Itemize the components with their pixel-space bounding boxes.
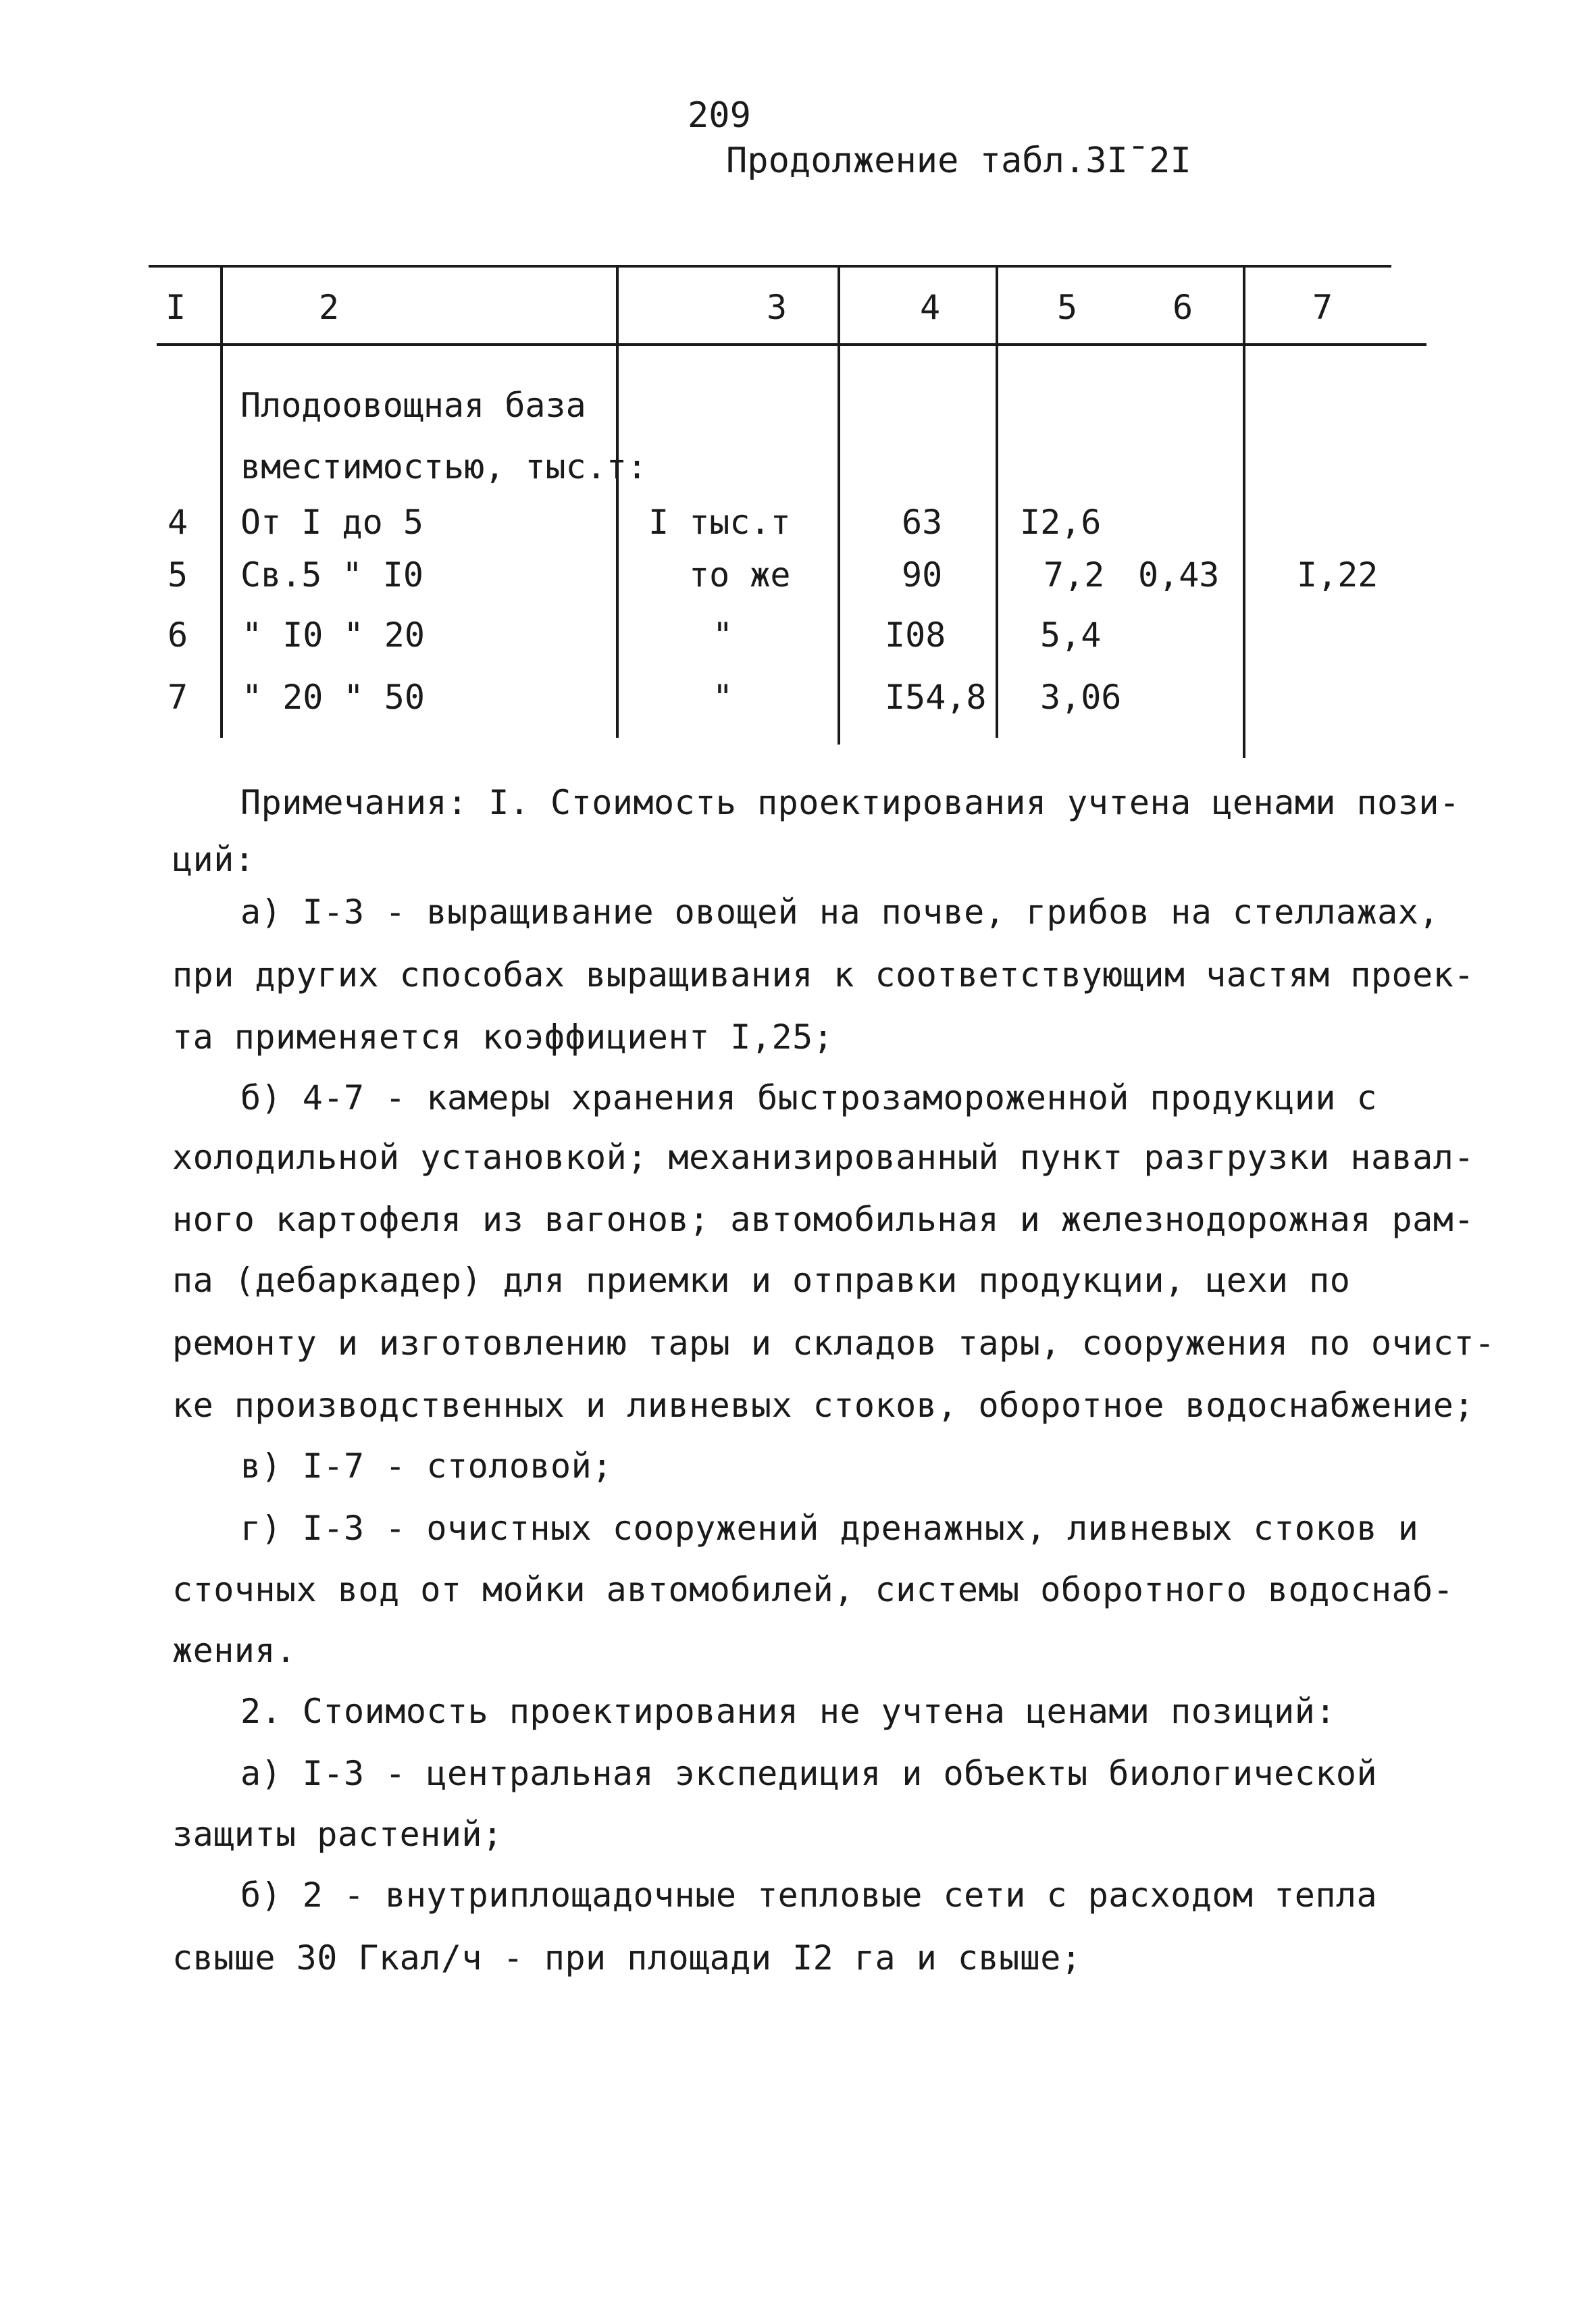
note-line: при других способах выращивания к соответствующим частям проек-: [172, 955, 1474, 995]
table-group-title: Плодоовощная база: [240, 386, 586, 425]
table-col-divider: [616, 265, 619, 738]
page-number: 209: [688, 95, 751, 136]
table-header-cell: 4: [920, 288, 941, 327]
table-cell-name: Св.5 " I0: [240, 555, 423, 595]
note-line: а) I-3 - центральная экспедиция и объекты биологической: [240, 1754, 1378, 1793]
note-line: холодильной установкой; механизированный пункт разгрузки навал-: [172, 1138, 1474, 1177]
table-cell-value: I2,6: [1020, 503, 1102, 542]
table-header-cell: 7: [1312, 288, 1333, 327]
note-line: 2. Стоимость проектирования не учтена ценами позиций:: [240, 1692, 1336, 1731]
table-header-cell: 3: [767, 288, 788, 327]
table-cell-value: 5,4: [1040, 615, 1102, 655]
table-group-title: вместимостью, тыс.т:: [240, 447, 648, 486]
table-cell-unit: ": [713, 678, 733, 717]
note-line: ке производственных и ливневых стоков, оборотное водоснабжение;: [172, 1386, 1474, 1425]
table-col-divider: [996, 265, 998, 738]
note-line: б) 2 - внутриплощадочные тепловые сети с расходом тепла: [240, 1876, 1378, 1915]
table-cell-number: 4: [168, 503, 188, 542]
table-header-cell: 6: [1173, 288, 1193, 327]
table-top-rule: [149, 265, 1391, 268]
table-cell-value: 3,06: [1040, 678, 1122, 717]
table-cell-name: " 20 " 50: [242, 678, 425, 717]
table-cell-unit: то же: [689, 555, 791, 595]
note-line: ного картофеля из вагонов; автомобильная и железнодорожная рам-: [172, 1200, 1474, 1239]
table-cell-value: 0,43: [1138, 555, 1220, 595]
table-cell-number: 6: [168, 615, 188, 655]
table-cell-value: 7,2: [1044, 555, 1105, 595]
table-cell-value: I,22: [1297, 555, 1379, 595]
table-cell-name: От I до 5: [240, 503, 423, 542]
table-cell-number: 7: [168, 678, 188, 717]
table-col-divider: [220, 265, 223, 738]
note-line: в) I-7 - столовой;: [240, 1447, 613, 1486]
note-line: защиты растений;: [172, 1815, 503, 1854]
table-continuation-caption: Продолжение табл.3I¯2I: [726, 141, 1191, 181]
note-line: ремонту и изготовлению тары и складов тары, сооружения по очист-: [172, 1324, 1495, 1363]
note-line: а) I-3 - выращивание овощей на почве, грибов на стеллажах,: [240, 892, 1439, 932]
note-line: па (дебаркадер) для приемки и отправки продукции, цехи по: [172, 1261, 1351, 1300]
table-cell-value: I54,8: [885, 678, 987, 717]
table-header-cell: I: [165, 288, 186, 327]
note-line: ций:: [172, 840, 255, 879]
table-cell-value: 90: [902, 555, 943, 595]
table-col-divider: [1243, 265, 1245, 758]
table-cell-number: 5: [168, 555, 188, 595]
table-cell-unit: I тыс.т: [648, 503, 791, 542]
table-cell-unit: ": [713, 615, 733, 655]
table-col-divider: [838, 265, 840, 745]
table-header-cell: 5: [1057, 288, 1078, 327]
note-line: сточных вод от мойки автомобилей, системы оборотного водоснаб-: [172, 1570, 1454, 1609]
note-line: б) 4-7 - камеры хранения быстрозамороженной продукции с: [240, 1078, 1378, 1117]
table-header-rule: [157, 343, 1426, 346]
note-line: свыше 30 Гкал/ч - при площади I2 га и свыше;: [172, 1938, 1082, 1978]
note-line: жения.: [172, 1631, 297, 1670]
note-line: г) I-3 - очистных сооружений дренажных, ливневых стоков и: [240, 1509, 1419, 1548]
note-line: Примечания: I. Стоимость проектирования учтена ценами пози-: [240, 783, 1460, 822]
table-cell-name: " I0 " 20: [242, 615, 425, 655]
note-line: та применяется коэффициент I,25;: [172, 1017, 834, 1057]
table-cell-value: I08: [885, 615, 946, 655]
table-header-cell: 2: [319, 288, 340, 327]
table-cell-value: 63: [902, 503, 943, 542]
